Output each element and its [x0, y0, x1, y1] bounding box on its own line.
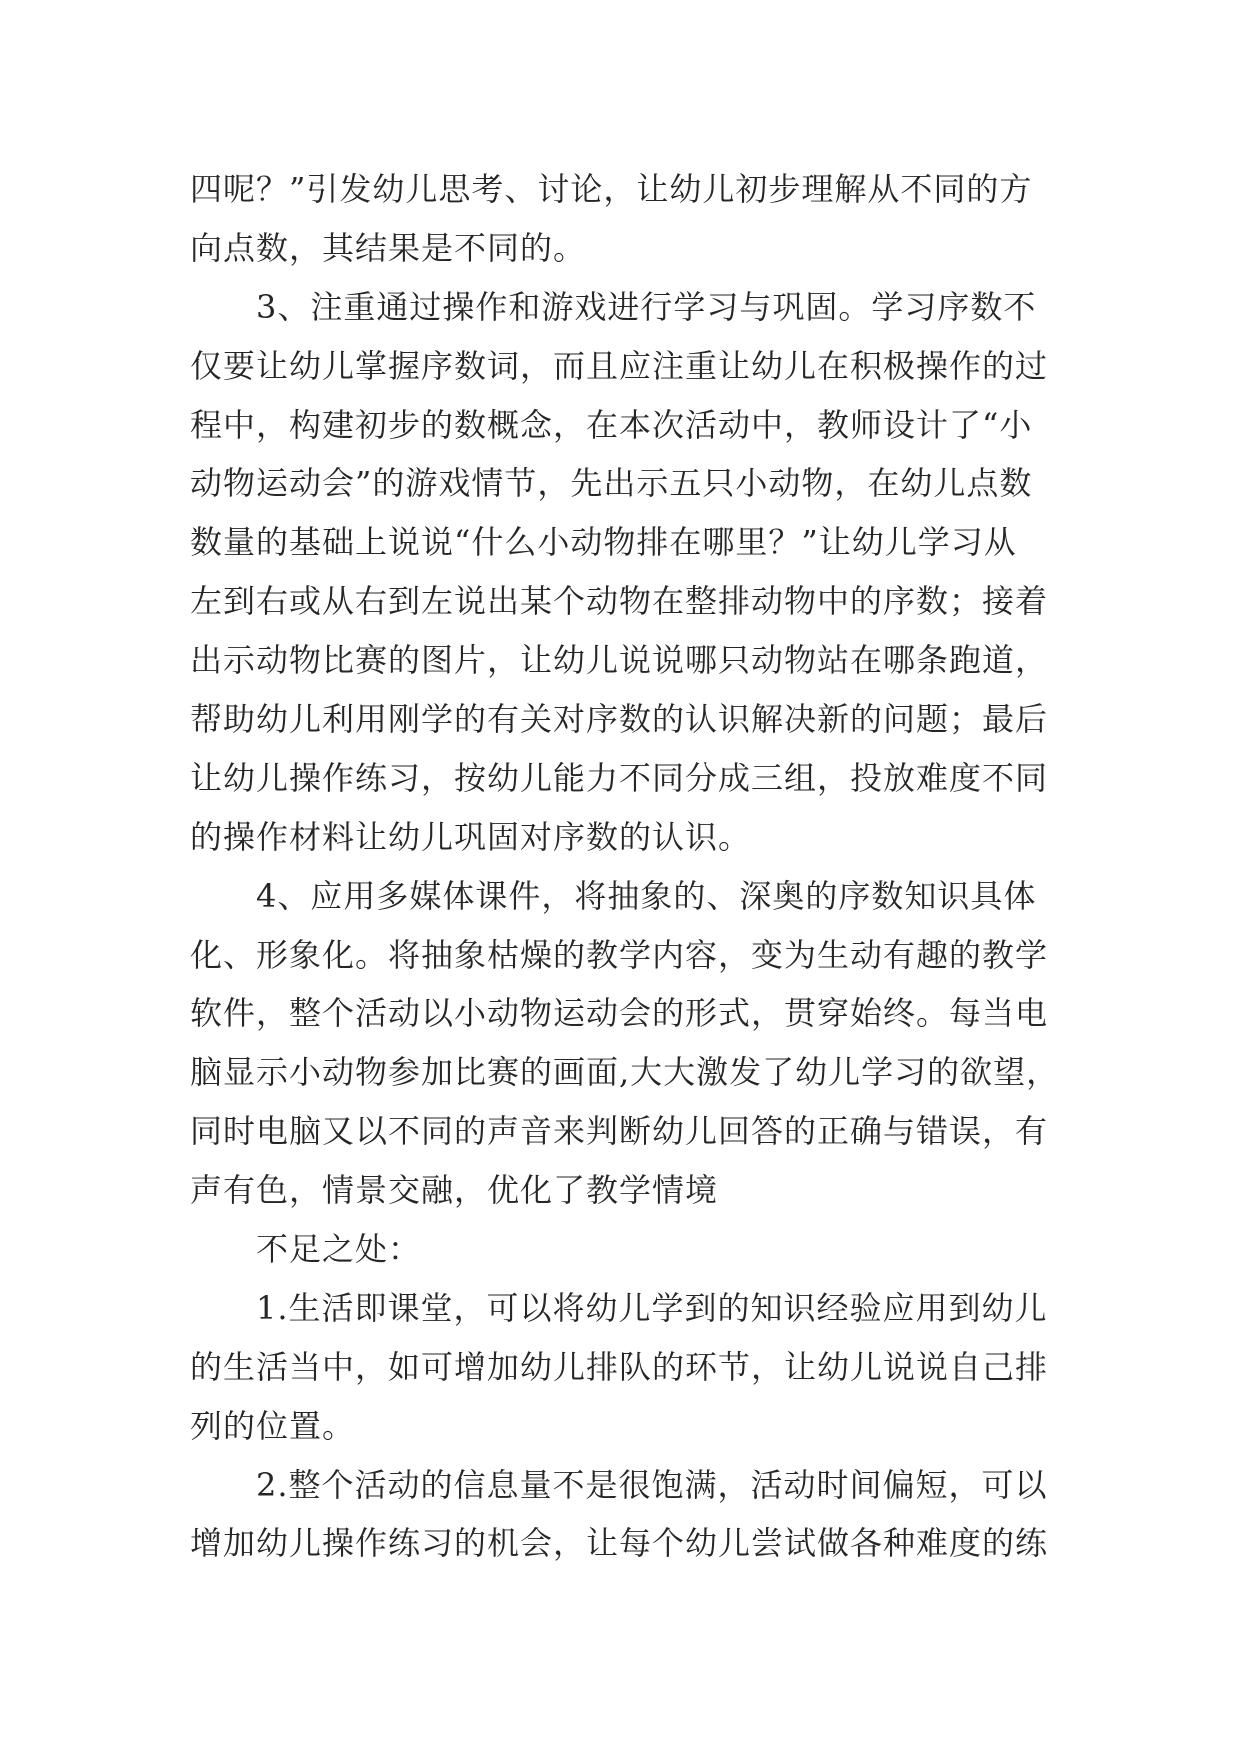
text-line: 数量的基础上说说“什么小动物排在哪里？”让幼儿学习从 — [190, 523, 1017, 562]
text-line: 脑显示小动物参加比赛的画面,大大激发了幼儿学习的欲望， — [190, 1053, 1060, 1092]
text-line: 3、注重通过操作和游戏进行学习与巩固。学习序数不 — [256, 287, 1037, 326]
text-line: 动物运动会”的游戏情节，先出示五只小动物，在幼儿点数 — [190, 464, 1033, 503]
text-line: 声有色，情景交融，优化了教学情境 — [190, 1171, 719, 1210]
text-line: 程中，构建初步的数概念，在本次活动中，教师设计了“小 — [190, 405, 1033, 444]
text-line: 让幼儿操作练习，按幼儿能力不同分成三组，投放难度不同 — [190, 758, 1049, 797]
section-heading: 不足之处： — [256, 1230, 422, 1269]
text-line: 2.整个活动的信息量不是很饱满，活动时间偏短，可以 — [256, 1465, 1048, 1504]
text-line: 四呢？”引发幼儿思考、讨论，让幼儿初步理解从不同的方 — [190, 170, 1033, 208]
text-line: 向点数，其结果是不同的。 — [190, 228, 587, 267]
text-line: 1.生活即课堂，可以将幼儿学到的知识经验应用到幼儿 — [256, 1288, 1048, 1327]
text-line: 软件，整个活动以小动物运动会的形式，贯穿始终。每当电 — [190, 994, 1049, 1033]
text-line: 帮助幼儿利用刚学的有关对序数的认识解决新的问题；最后 — [190, 700, 1049, 739]
text-line: 的操作材料让幼儿巩固对序数的认识。 — [190, 817, 752, 856]
text-line: 增加幼儿操作练习的机会，让每个幼儿尝试做各种难度的练 — [190, 1524, 1049, 1563]
text-line: 的生活当中，如可增加幼儿排队的环节，让幼儿说说自己排 — [190, 1347, 1049, 1386]
text-line: 4、应用多媒体课件，将抽象的、深奥的序数知识具体 — [256, 876, 1037, 915]
text-line: 同时电脑又以不同的声音来判断幼儿回答的正确与错误，有 — [190, 1112, 1049, 1151]
text-line: 出示动物比赛的图片，让幼儿说说哪只动物站在哪条跑道， — [190, 641, 1049, 680]
document-body — [190, 160, 1070, 1573]
text-line: 化、形象化。将抽象枯燥的教学内容，变为生动有趣的教学 — [190, 935, 1049, 974]
text-line: 列的位置。 — [190, 1406, 356, 1445]
text-line: 左到右或从右到左说出某个动物在整排动物中的序数；接着 — [190, 582, 1049, 621]
text-line: 仅要让幼儿掌握序数词，而且应注重让幼儿在积极操作的过 — [190, 346, 1049, 385]
